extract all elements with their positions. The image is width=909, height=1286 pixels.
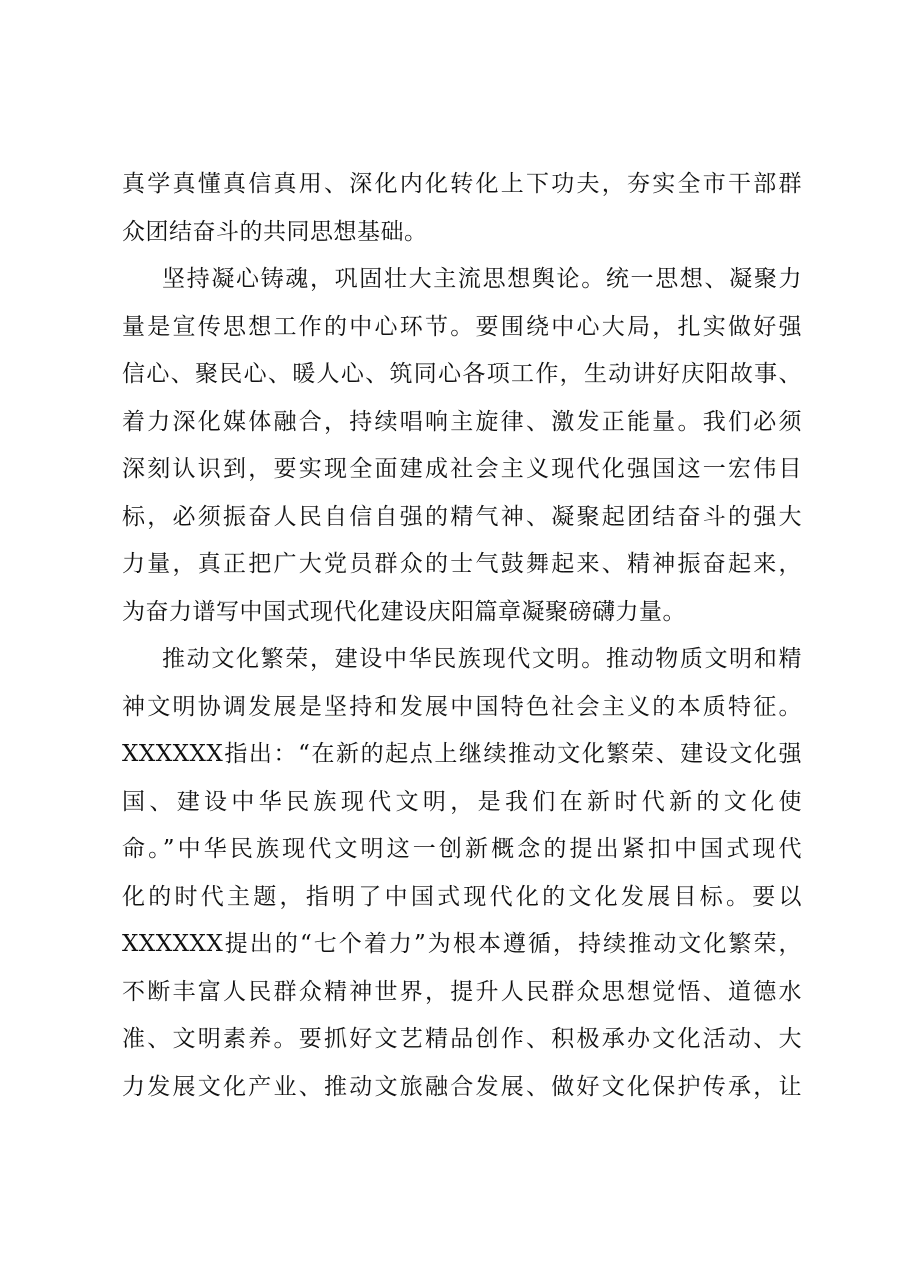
- document-body: [122, 161, 802, 1111]
- text-line: 化的时代主题，指明了中国式现代化的文化发展目标。要以: [122, 883, 802, 910]
- text-line: XXXXXX指出：“在新的起点上继续推动文化繁荣、建设文化强: [122, 741, 802, 767]
- text-line: 命。”中华民族现代文明这一创新概念的提出紧扣中国式现代: [122, 836, 802, 862]
- text-line: 为奋力谱写中国式现代化建设庆阳篇章凝聚磅礴力量。: [122, 598, 686, 625]
- text-line: 不断丰富人民群众精神世界，提升人民群众思想觉悟、道德水: [122, 978, 802, 1005]
- text-line: 国、建设中华民族现代文明，是我们在新时代新的文化使: [122, 788, 802, 815]
- text-line: 准、文明素养。要抓好文艺精品创作、积极承办文化活动、大: [122, 1026, 802, 1052]
- paragraph-start-line: 推动文化繁荣，建设中华民族现代文明。推动物质文明和精: [162, 646, 802, 672]
- text-line: 众团结奋斗的共同思想基础。: [122, 218, 428, 245]
- text-line: 神文明协调发展是坚持和发展中国特色社会主义的本质特征。: [122, 693, 802, 720]
- text-line: 真学真懂真信真用、深化内化转化上下功夫，夯实全市干部群: [122, 171, 802, 197]
- text-line: 力量，真正把广大党员群众的士气鼓舞起来、精神振奋起来，: [122, 551, 802, 577]
- text-line: XXXXXX提出的“七个着力”为根本遵循，持续推动文化繁荣，: [122, 931, 802, 957]
- text-line: 深刻认识到，要实现全面建成社会主义现代化强国这一宏伟目: [122, 456, 802, 482]
- text-line: 信心、聚民心、暖人心、筑同心各项工作，生动讲好庆阳故事、: [122, 361, 802, 387]
- text-line: 力发展文化产业、推动文旅融合发展、做好文化保护传承，让: [122, 1073, 802, 1100]
- text-line: 量是宣传思想工作的中心环节。要围绕中心大局，扎实做好强: [122, 313, 802, 340]
- paragraph-start-line: 坚持凝心铸魂，巩固壮大主流思想舆论。统一思想、凝聚力: [162, 266, 802, 292]
- text-line: 着力深化媒体融合，持续唱响主旋律、激发正能量。我们必须: [122, 408, 802, 435]
- text-line: 标，必须振奋人民自信自强的精气神、凝聚起团结奋斗的强大: [122, 503, 802, 530]
